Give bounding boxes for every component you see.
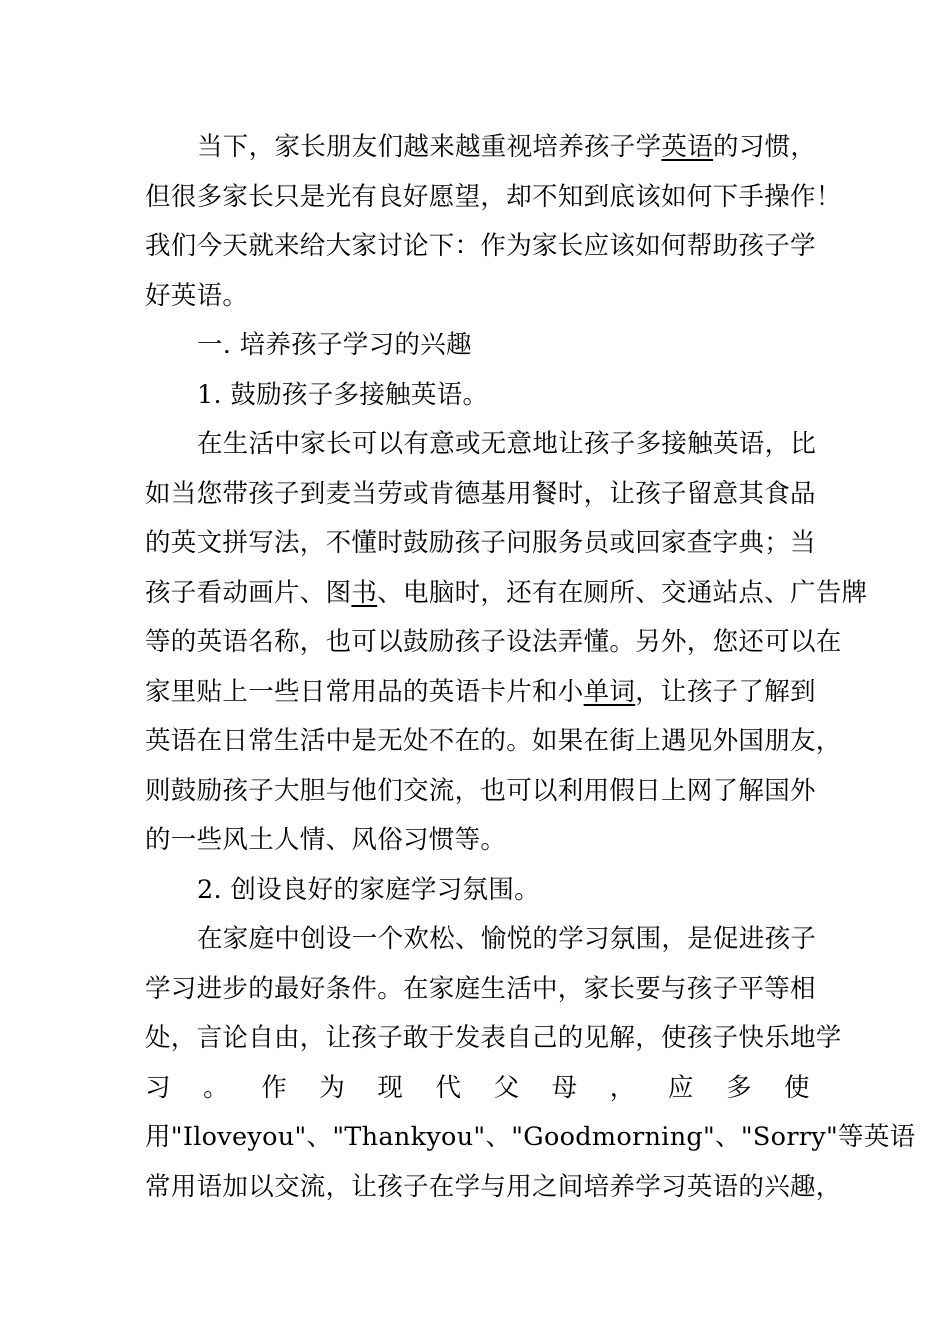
item-1-line-4	[145, 569, 868, 619]
item-2-line-6: 常用语加以交流，让孩子在学与用之间培养学习英语的兴趣，	[145, 1171, 842, 1202]
document-page	[145, 123, 916, 1212]
item-2-heading: 2. 创设良好的家庭学习氛围。	[197, 874, 540, 905]
spread-token: 应	[667, 1072, 694, 1103]
spread-token: 父	[493, 1072, 520, 1103]
item-1-line-2: 如当您带孩子到麦当劳或肯德基用餐时，让孩子留意其食品	[145, 478, 816, 509]
spread-token: 现	[377, 1072, 404, 1103]
item-1-line-4-tail: 、电脑时，还有在厕所、交通站点、广告牌	[377, 577, 868, 608]
item-1-line-7: 英语在日常生活中是无处不在的。如果在街上遇见外国朋友，	[145, 726, 842, 756]
item-1-heading-block	[145, 371, 810, 421]
item-1-line-1: 在生活中家长可以有意或无意地让孩子多接触英语，比	[197, 429, 817, 459]
item-2-line-2: 学习进步的最好条件。在家庭生活中，家长要与孩子平等相	[145, 973, 816, 1004]
spread-token: 代	[435, 1072, 462, 1103]
item-2-line-3: 处，言论自由，让孩子敢于发表自己的见解，使孩子快乐地学	[145, 1023, 842, 1053]
item-2-heading-block	[145, 866, 810, 916]
item-1-line-8: 则鼓励孩子大胆与他们交流，也可以利用假日上网了解国外	[145, 775, 816, 806]
intro-line-3: 我们今天就来给大家讨论下：作为家长应该如何帮助孩子学	[145, 231, 816, 261]
item-1-heading: 1. 鼓励孩子多接触英语。	[197, 379, 489, 410]
item-1-line-4-text: 孩子看动画片、图	[145, 577, 352, 608]
item-1-line-3: 的英文拼写法，不懂时鼓励孩子问服务员或回家查字典；当	[145, 528, 816, 558]
intro-paragraph	[145, 123, 842, 321]
intro-line-2: 但很多家长只是光有良好愿望，却不知到底该如何下手操作！	[145, 181, 842, 212]
spread-token: 习	[145, 1072, 171, 1103]
spread-token: 使	[784, 1072, 810, 1103]
spread-token: 多	[725, 1072, 752, 1103]
spread-token: 。	[203, 1072, 229, 1103]
intro-line-4: 好英语。	[145, 280, 249, 311]
item-2-line-4	[145, 1064, 810, 1114]
section-1-heading-block	[145, 321, 810, 371]
item-1-line-6-tail: ，让孩子了解到	[635, 676, 816, 707]
item-1-line-6-text: 家里贴上一些日常用品的英语卡片和小	[145, 676, 584, 707]
item-2-line-5: 用"Iloveyou"、"Thankyou"、"Goodmorning"、"Sorry"等英语	[145, 1122, 916, 1152]
item-1-paragraph	[145, 420, 868, 866]
intro-line-1-tail: 的习惯，	[713, 132, 817, 162]
item-1-line-6	[145, 668, 816, 718]
spread-token: 作	[261, 1072, 287, 1103]
item-1-line-9: 的一些风土人情、风俗习惯等。	[145, 825, 507, 855]
section-1-heading: 一. 培养孩子学习的兴趣	[197, 330, 472, 360]
book-link[interactable]: 书	[351, 577, 378, 608]
item-2-paragraph	[145, 915, 916, 1212]
spread-token: 为	[319, 1072, 346, 1103]
english-link[interactable]: 英语	[661, 132, 714, 162]
item-2-line-1: 在家庭中创设一个欢松、愉悦的学习氛围，是促进孩子	[197, 924, 817, 954]
word-link[interactable]: 单词	[583, 676, 636, 707]
item-1-line-5: 等的英语名称，也可以鼓励孩子设法弄懂。另外，您还可以在	[145, 627, 842, 657]
spread-token: ，	[609, 1072, 636, 1103]
intro-line-1-text: 当下，家长朋友们越来越重视培养孩子学	[197, 132, 662, 162]
spread-token: 母	[551, 1072, 578, 1103]
intro-line-1	[145, 123, 817, 173]
